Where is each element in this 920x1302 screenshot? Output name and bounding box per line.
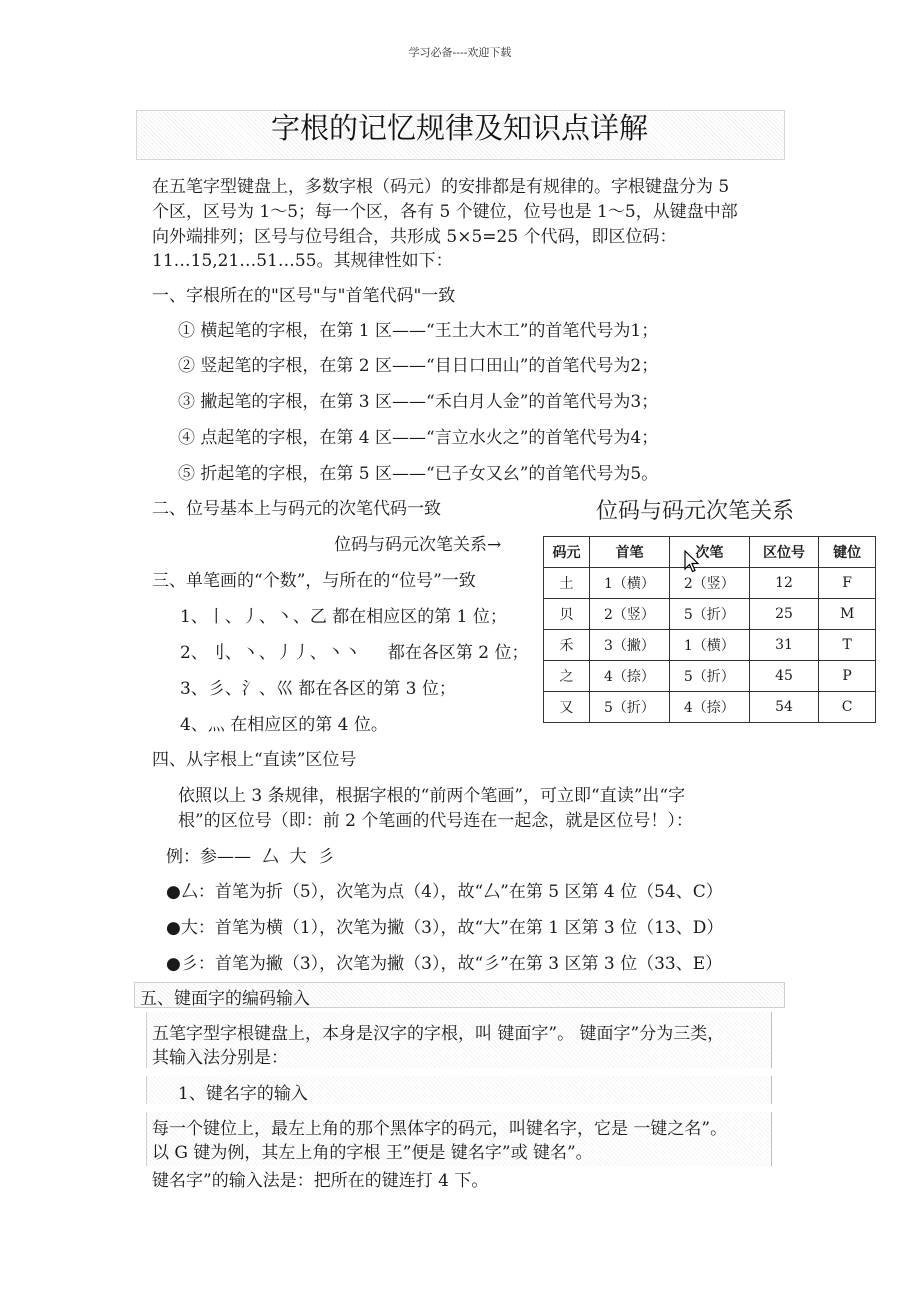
section1-item-3: ③ 撇起笔的字根，在第 3 区——“禾白月人金”的首笔代号为3； <box>178 392 659 412</box>
table-cell: 25 <box>749 599 818 630</box>
table-cell: T <box>819 630 876 661</box>
section4-para-line-2: 根”的区位号（即：前 2 个笔画的代号连在一起念，就是区位号！）： <box>178 811 693 831</box>
table-cell: 12 <box>749 568 818 599</box>
table-cell: P <box>819 661 876 692</box>
table-header: 区位号 <box>749 537 818 568</box>
table-header: 次笔 <box>669 537 749 568</box>
table-cell: 4（捺） <box>590 661 670 692</box>
table-cell: 1（横） <box>590 568 670 599</box>
section1-heading: 一、字根所在的"区号"与"首笔代码"一致 <box>152 286 456 306</box>
section4-para-line-1: 依照以上 3 条规律，根据字根的“前两个笔画”，可立即“直读”出“字 <box>178 786 686 806</box>
intro-line-1: 在五笔字型键盘上，多数字根（码元）的安排都是有规律的。字根键盘分为 5 <box>152 177 730 197</box>
table-cell: 土 <box>544 568 590 599</box>
section5-para1-line-1: 五笔字型字根键盘上，本身是汉字的字根，叫 键面字”。 键面字”分为三类， <box>152 1024 725 1044</box>
table-cell: 贝 <box>544 599 590 630</box>
table-row <box>544 692 876 723</box>
table-cell: 5（折） <box>669 599 749 630</box>
section5-para1-line-2: 其输入法分别是： <box>152 1048 288 1068</box>
section5-sub1: 1、键名字的输入 <box>178 1084 308 1104</box>
section4-bullet-2: ●大：首笔为横（1），次笔为撇（3），故“大”在第 1 区第 3 位（13、D） <box>166 918 724 938</box>
section3-item-4: 4、灬 在相应区的第 4 位。 <box>180 715 388 735</box>
section4-example: 例：参—— 厶 大 彡 <box>166 847 335 867</box>
section5-para2-line-1: 每一个键位上，最左上角的那个黑体字的码元，叫键名字，它是 一键之名”。 <box>152 1119 728 1139</box>
intro-line-2: 个区，区号为 1～5；每一个区，各有 5 个键位，位号也是 1～5，从键盘中部 <box>152 202 738 222</box>
table-cell: 1（横） <box>669 630 749 661</box>
table-cell: 2（竖） <box>669 568 749 599</box>
table-row <box>544 630 876 661</box>
section2-arrow-note: 位码与码元次笔关系→ <box>334 535 502 555</box>
section1-item-1: ① 横起笔的字根，在第 1 区——“王土大木工”的首笔代号为1； <box>178 321 659 341</box>
section4-bullet-3: ●彡：首笔为撇（3），次笔为撇（3），故“彡”在第 3 区第 3 位（33、E） <box>166 954 723 974</box>
section4-heading: 四、从字根上“直读”区位号 <box>152 750 357 770</box>
table-cell: 之 <box>544 661 590 692</box>
table-header: 首笔 <box>590 537 670 568</box>
section1-item-2: ② 竖起笔的字根，在第 2 区——“目日口田山”的首笔代号为2； <box>178 356 659 376</box>
table-row <box>544 661 876 692</box>
table-cell: 4（捺） <box>669 692 749 723</box>
intro-line-3: 向外端排列；区号与位号组合，共形成 5×5=25 个代码，即区位码： <box>152 227 677 247</box>
table-cell: 31 <box>749 630 818 661</box>
section5-para3: 键名字”的输入法是：把所在的键连打 4 下。 <box>152 1171 489 1191</box>
table-cell: 2（竖） <box>590 599 670 630</box>
table-cell: 又 <box>544 692 590 723</box>
table-row <box>544 568 876 599</box>
page-header: 学习必备----欢迎下载 <box>408 46 512 59</box>
table-cell: C <box>819 692 876 723</box>
section4-bullet-1: ●厶：首笔为折（5），次笔为点（4），故“厶”在第 5 区第 4 位（54、C） <box>166 882 723 902</box>
page-title: 字根的记忆规律及知识点详解 <box>270 111 648 145</box>
intro-line-4: 11…15,21…51…55。其规律性如下： <box>152 251 453 271</box>
relation-table <box>543 536 876 723</box>
table-cell: 54 <box>749 692 818 723</box>
section3-item-1: 1、丨、丿、丶、乙 都在相应区的第 1 位； <box>180 607 507 627</box>
section3-heading: 三、单笔画的“个数”，与所在的“位号”一致 <box>152 571 476 591</box>
table-title: 位码与码元次笔关系 <box>596 499 795 524</box>
table-cell: 禾 <box>544 630 590 661</box>
table-cell: M <box>819 599 876 630</box>
section2-heading: 二、位号基本上与码元的次笔代码一致 <box>152 499 441 519</box>
section3-item-3: 3、彡、氵、巛 都在各区的第 3 位； <box>180 679 456 699</box>
table-header: 键位 <box>819 537 876 568</box>
section5-heading: 五、键面字的编码输入 <box>140 989 310 1009</box>
table-cell: 3（撇） <box>590 630 670 661</box>
table-cell: 5（折） <box>669 661 749 692</box>
mouse-cursor-icon <box>684 550 700 574</box>
section5-para2-line-2: 以 G 键为例，其左上角的字根 王”便是 键名字”或 键名”。 <box>152 1143 593 1163</box>
table-header: 码元 <box>544 537 590 568</box>
table-cell: 45 <box>749 661 818 692</box>
table-cell: 5（折） <box>590 692 670 723</box>
section1-item-5: ⑤ 折起笔的字根，在第 5 区——“已子女又幺”的首笔代号为5。 <box>178 464 659 484</box>
section1-item-4: ④ 点起笔的字根，在第 4 区——“言立水火之”的首笔代号为4； <box>178 428 659 448</box>
table-row <box>544 599 876 630</box>
section3-item-2: 2、刂、丶、丿丿、丶丶 都在各区第 2 位； <box>180 643 529 663</box>
table-header-row <box>544 537 876 568</box>
table-cell: F <box>819 568 876 599</box>
